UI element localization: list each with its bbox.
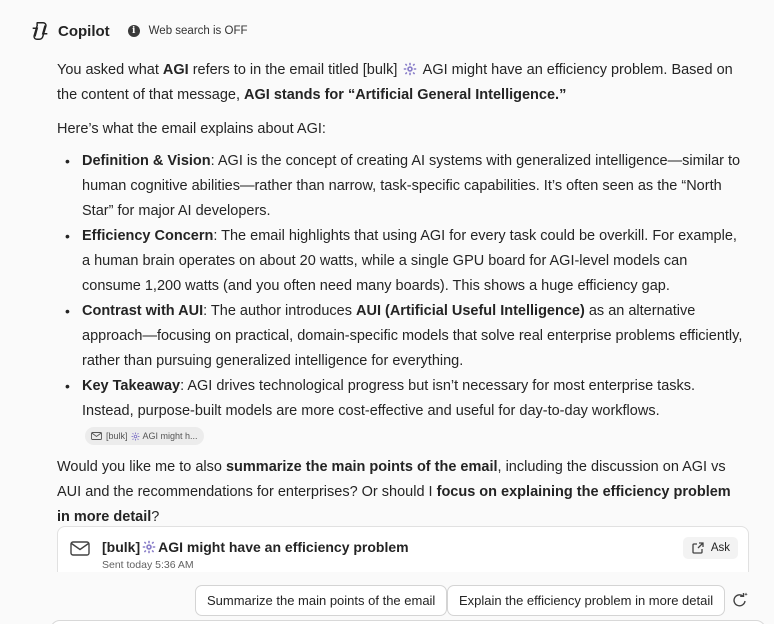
bold-text: focus on explaining the efficiency problem in more detail: [57, 484, 731, 525]
web-search-status[interactable]: [128, 25, 248, 37]
bold-text: AGI stands for “Artificial General Intelligence.”: [244, 87, 567, 103]
citation-text: AGI might h...: [142, 430, 198, 441]
assistant-response: [57, 58, 747, 530]
bold-text: AUI (Artificial Useful Intelligence): [356, 303, 585, 319]
chat-composer[interactable]: [50, 620, 766, 624]
text-run: , including the discussion on AGI vs AUI and the recommendations for enterprises? Or should I: [57, 459, 726, 500]
text-run: Would you like me to also: [57, 459, 226, 475]
email-tag: [bulk]: [102, 539, 141, 555]
bold-text: AGI: [162, 62, 189, 78]
email-subject-text: AGI might have an efficiency problem: [158, 539, 409, 555]
text-run: refers to in the email titled [bulk]: [188, 62, 402, 78]
response-followup: [57, 455, 747, 530]
bullet-item: [57, 224, 747, 299]
sparkle-gear-icon: [131, 432, 140, 441]
new-prompts-icon[interactable]: [730, 590, 750, 610]
copilot-logo-icon: [29, 20, 51, 42]
bold-text: summarize the main points of the email: [225, 459, 498, 475]
sparkle-gear-icon: [142, 540, 156, 554]
response-intro: [57, 58, 747, 108]
bullet-item: [57, 374, 747, 449]
citation-prefix: [bulk]: [106, 430, 128, 441]
mail-icon: [70, 541, 90, 556]
text-run: : The email highlights that using AGI for every task could be overkill. For example, a human brain operates on about 20 watts, while a single GPU board for AGI-level models can consume 1,200 watts (and you often need many boards). This shows a huge efficiency gap.: [82, 228, 737, 294]
text-run: ?: [151, 509, 160, 525]
suggestion-explain[interactable]: Explain the efficiency problem in more detail: [447, 585, 725, 616]
bullet-item: [57, 149, 747, 224]
text-run: as an alternative approach—focusing on practical, domain-specific models that solve real enterprise problems efficiently, rather than pursuing generalized intelligence for everything.: [82, 303, 743, 369]
text-run: : AGI is the concept of creating AI systems with generalized intelligence—similar to human cognitive abilities—rather than narrow, task-specific capabilities. It’s often seen as the “North Star” for major AI developers.: [82, 153, 741, 219]
text-run: : The author introduces: [203, 303, 356, 319]
email-subject: [102, 539, 409, 555]
text-run: AGI might have an efficiency problem. Based on the content of that message,: [57, 62, 733, 103]
email-sent-time: Sent today 5:36 AM: [102, 559, 194, 571]
app-name: Copilot: [58, 22, 110, 40]
ask-label: Ask: [710, 542, 730, 554]
web-search-label: Web search is OFF: [148, 25, 248, 37]
sparkle-gear-icon: [403, 62, 417, 76]
response-bullets: [57, 149, 747, 449]
bold-text: Key Takeaway: [82, 378, 181, 394]
header: [29, 20, 248, 42]
response-intro-2: Here’s what the email explains about AGI:: [57, 121, 326, 137]
email-reference-card[interactable]: [57, 526, 749, 572]
bullet-item: [57, 299, 747, 374]
bold-text: Efficiency Concern: [82, 228, 214, 244]
text-run: : AGI drives technological progress but isn’t necessary for most enterprise tasks. Instead, purpose-built models are more cost-effective and useful for day-to-day workflows.: [82, 378, 696, 419]
text-run: You asked what: [57, 62, 163, 78]
bold-text: Definition & Vision: [82, 153, 211, 169]
mail-icon: [91, 432, 102, 440]
ask-icon: [691, 541, 705, 555]
info-icon: i: [128, 25, 140, 37]
bold-text: Contrast with AUI: [82, 303, 204, 319]
citation-chip[interactable]: [85, 427, 204, 445]
ask-button[interactable]: [683, 537, 738, 559]
suggestion-summarize[interactable]: Summarize the main points of the email: [195, 585, 447, 616]
